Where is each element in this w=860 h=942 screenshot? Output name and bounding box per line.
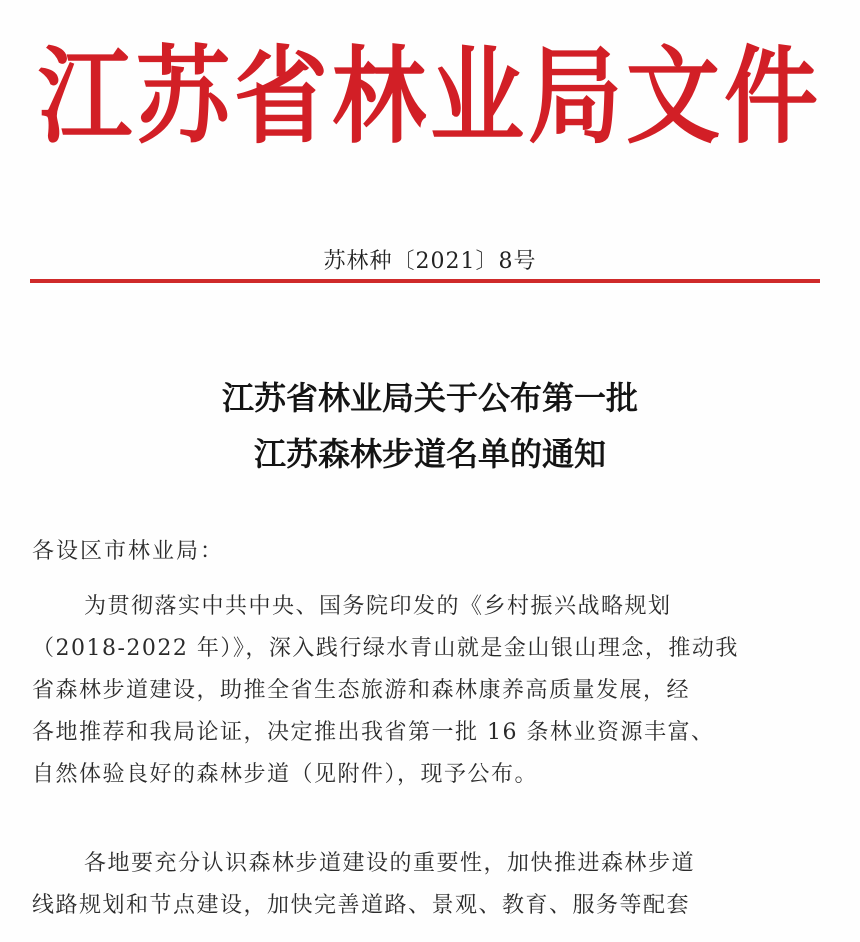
paragraph-2 bbox=[32, 843, 832, 927]
paragraph-line: 各地推荐和我局论证，决定推出我省第一批 16 条林业资源丰富、 bbox=[32, 720, 715, 745]
paragraph-line: 各地要充分认识森林步道建设的重要性，加快推进森林步道 bbox=[84, 851, 696, 876]
document-title bbox=[0, 370, 860, 482]
paragraph-1 bbox=[32, 586, 832, 796]
issuer-header: 江苏省林业局文件 bbox=[37, 35, 822, 159]
paragraph-line: 省森林步道建设，助推全省生态旅游和森林康养高质量发展，经 bbox=[32, 678, 691, 703]
document-number: 苏林种〔2021〕8号 bbox=[323, 249, 537, 274]
paragraph-line: 自然体验良好的森林步道（见附件），现予公布。 bbox=[32, 762, 539, 787]
addressee: 各设区市林业局： bbox=[32, 539, 225, 564]
paragraph-line: （2018-2022 年）》，深入践行绿水青山就是金山银山理念，推动我 bbox=[32, 636, 739, 661]
red-divider-line bbox=[30, 279, 820, 283]
paragraph-line: 线路规划和节点建设，加快完善道路、景观、教育、服务等配套 bbox=[32, 893, 691, 918]
paragraph-line: 为贯彻落实中共中央、国务院印发的《乡村振兴战略规划 bbox=[84, 594, 672, 619]
title-line-1: 江苏省林业局关于公布第一批 bbox=[221, 379, 638, 417]
title-line-2: 江苏森林步道名单的通知 bbox=[253, 435, 606, 473]
